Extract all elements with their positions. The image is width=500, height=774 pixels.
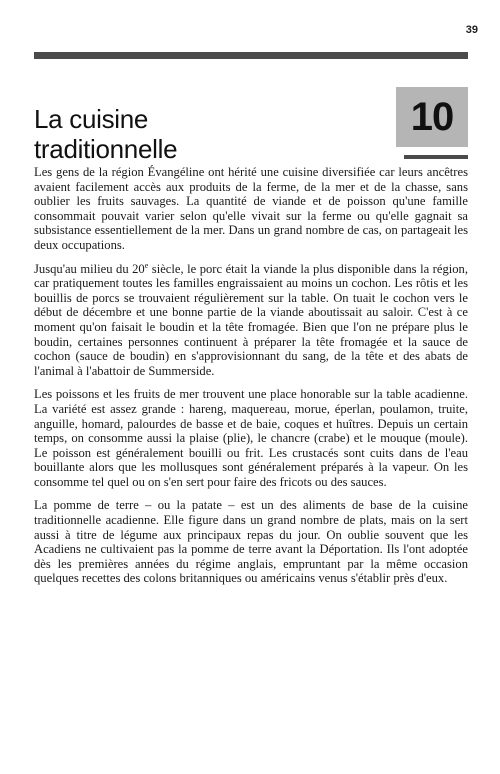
paragraph-4 [34, 498, 468, 586]
paragraph-3 [34, 387, 468, 489]
century-superscript: e [144, 260, 149, 270]
paragraph-2-rest: siècle, le porc était la viande la plus disponible dans la région, car pratiquement toutes les familles engraissaient au moins un cochon. Les rôtis et les bouillis de porcs se trouvaient régulièrement sur la table. On tuait le cochon vers le début de décembre et une bonne partie de la viande aboutissait au saloir. C'est à ce moment qu'on faisait le boudin et la tête fromagée. Bien que l'on ne prépare plus le boudin, certaines personnes continuent à préparer la tête fromagée et la sauce de cochon (sauce de boudin) en s'approvisionnant du sang, de la tête et des abats de l'animal à l'abattoir de Summerside. [34, 261, 468, 378]
paragraph-4-text: La pomme de terre – ou la patate – est un des aliments de base de la cuisine traditionnelle acadienne. Elle figure dans un grand nombre de plats, mais on la sert aussi à titre de légume aux principaux repas du jour. On oublie souvent que les Acadiens ne cultivaient pas la pomme de terre avant la Déportation. Ils l'ont adoptée dès les premières années du régime anglais, empruntant par la même occasion quelques recettes des colons britanniques ou américains venus s'établir près d'eux. [34, 498, 468, 586]
body-text [34, 165, 468, 595]
page-number: 39 [465, 24, 478, 36]
chapter-title-line-1: La cuisine [34, 104, 149, 134]
chapter-number: 10 [410, 94, 454, 139]
paragraph-1 [34, 165, 468, 253]
chapter-number-box [396, 87, 468, 147]
paragraph-3-text: Les poissons et les fruits de mer trouvent une place honorable sur la table acadienne. La variété est assez grande : hareng, maquereau, morue, éperlan, poulamon, truite, anguille, homard, palourdes de basse et de baie, coques et huîtres. Depuis un certain temps, on consomme aussi la plaise (plie), le chancre (crabe) et le mouque (moule). Le poisson est généralement bouilli ou frit. Les crustacés sont cuits dans de l'eau bouillante alors que les mollusques sont généralement préparés à la vapeur. On les consomme tel quel ou on s'en sert pour faire des fricots ou des sauces. [34, 387, 468, 489]
chapter-title [34, 104, 177, 164]
paragraph-2 [34, 262, 468, 379]
chapter-number-rule [404, 155, 468, 159]
header-rule [34, 52, 468, 59]
chapter-title-line-2: traditionnelle [34, 134, 178, 164]
paragraph-1-text: Les gens de la région Évangéline ont hérité une cuisine diversifiée car leurs ancêtres avaient facilement accès aux produits de la ferme, de la mer et de la chasse, sans oublier les fruits sauvages. La quantité de viande et de poisson qu'une famille consommait pouvait varier selon qu'elle vivait sur la ferme ou qu'elle gagnait sa subsistance essentiellement de la mer. Dans un grand nombre de cas, on partageait les deux occupations. [34, 165, 468, 252]
paragraph-2-start: Jusqu'au milieu du 20 [34, 261, 145, 276]
